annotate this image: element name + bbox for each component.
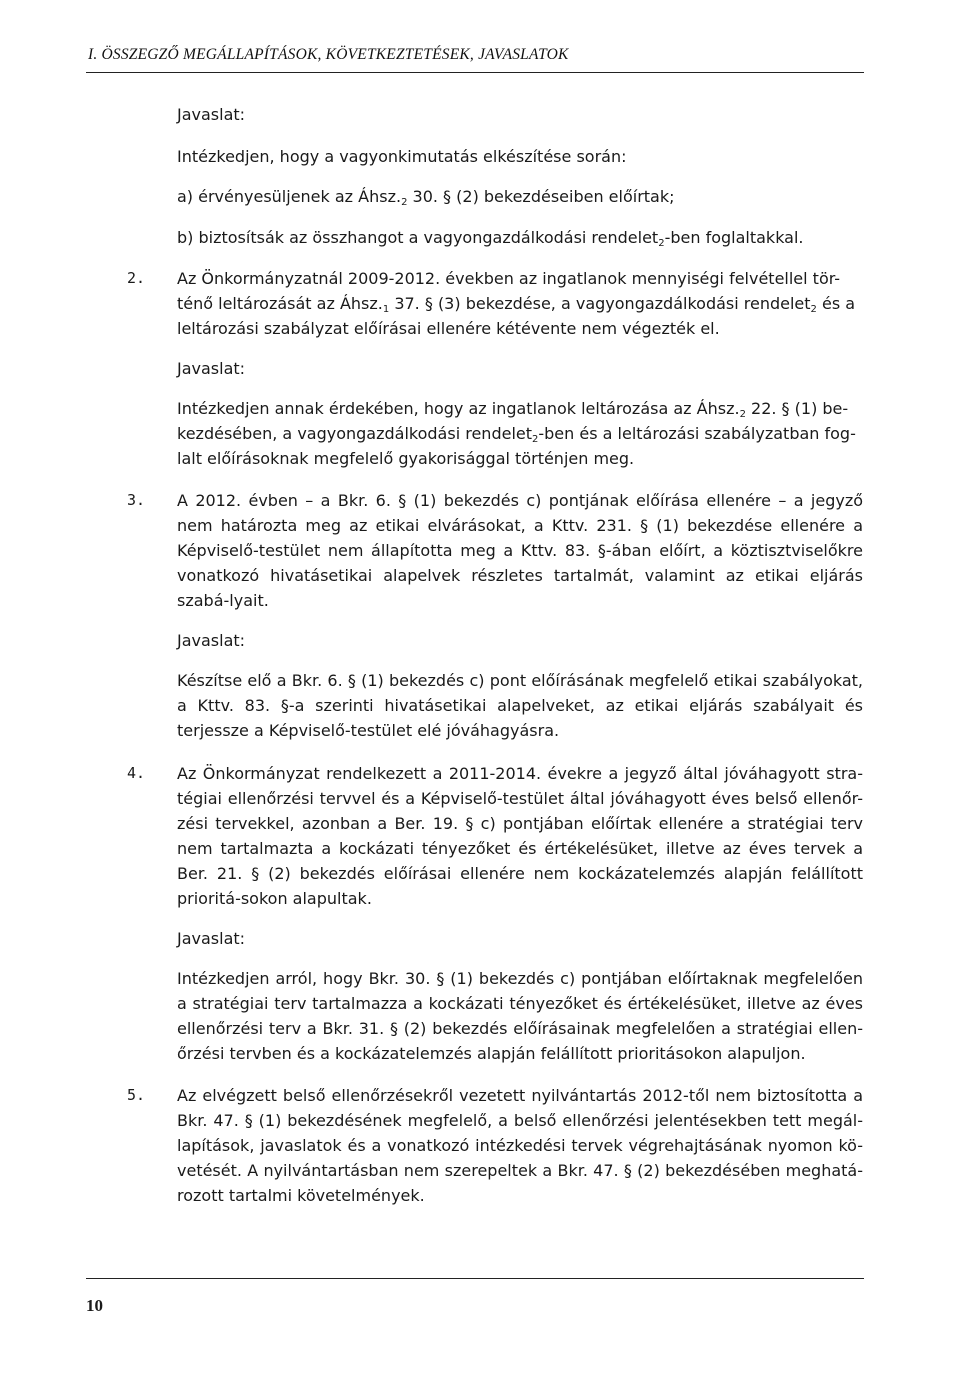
finding-text: Az elvégzett belső ellenőrzésekről vezetett nyilvántartás 2012-től nem biztosította a Bkr. 47. § (1) bekezdésének megfelelő, a belső ellenőrzési jelentésekben tett megál-lapítások, javaslatok és a vonatkozó intézkedési tervek végrehajtásának nyomon kö-vetését. A nyilvántartásban nem szerepeltek a Bkr. 47. § (2) bekezdésében meghatá-rozott tartalmi követelmények. (177, 1086, 863, 1205)
document-body (127, 102, 863, 1208)
proposal-text-line: lalt előírásoknak megfelelő gyakorisággal történjen meg. (177, 449, 635, 468)
proposal-text: Intézkedjen arról, hogy Bkr. 30. § (1) bekezdés c) pontjában előírtaknak megfelelően a stratégiai terv tartalmazza a kockázati tényezőket és értékelésüket, illetve az éves ellenőrzési terv a Bkr. 31. § (2) bekezdés előírásainak megfelelően a stratégiai ellen-őrzési tervben és a kockázatelemzés alapján felállított prioritásokon alapuljon. (177, 969, 863, 1063)
proposal-label: Javaslat: (177, 631, 246, 650)
proposal-intro: Intézkedjen, hogy a vagyonkimutatás elkészítése során: (177, 147, 627, 166)
finding-text: A 2012. évben – a Bkr. 6. § (1) bekezdés c) pontjának előírása ellenére – a jegyző nem határozta meg az etikai elvárásokat, a Kttv. 231. § (1) bekezdése ellenére a Képviselő-testület nem állapította meg a Kttv. 83. §-ában előírt, a köztisztviselőkre vonatkozó hivatásetikai alapelvek részletes tartalmát, valamint az etikai eljárás szabá-lyait. (177, 491, 863, 610)
finding-number: 4. (127, 764, 146, 782)
proposal-text: Készítse elő a Bkr. 6. § (1) bekezdés c) pont előírásának megfelelő etikai szabályokat, a Kttv. 83. §-a szerinti hivatásetikai alapelveket, az etikai eljárás szabályait és terjessze a Képviselő-testület elé jóváhagyásra. (177, 671, 863, 740)
proposal-label: Javaslat: (177, 929, 246, 948)
finding-text-line: leltározási szabályzat előírásai ellenére kétévente nem végezték el. (177, 319, 720, 338)
finding-text-line: Az Önkormányzatnál 2009-2012. években az ingatlanok mennyiségi felvétellel tör- (177, 269, 841, 288)
finding-2 (127, 266, 863, 471)
proposal-text-line: kezdésében, a vagyongazdálkodási rendelet$_2$-ben és a leltározási szabályzatban fog- (177, 424, 856, 445)
proposal-item-b: b) biztosítsák az összhangot a vagyongazdálkodási rendelet$_2$-ben foglaltakkal. (177, 228, 804, 249)
finding-text-line: ténő leltározását az $Áhsz._1$ 37. § (3) bekezdése, a vagyongazdálkodási rendelet$_2$ és a (177, 294, 856, 315)
proposal-item-a: a) érvényesüljenek az $Áhsz._2$ 30. § (2) bekezdéseiben előírtak; (177, 187, 675, 208)
header-rule (86, 72, 864, 73)
proposal-label: Javaslat: (177, 359, 246, 378)
running-header: I. ÖSSZEGZŐ MEGÁLLAPÍTÁSOK, KÖVETKEZTETÉSEK, JAVASLATOK (88, 46, 569, 63)
footer-rule (86, 1278, 864, 1279)
finding-4 (127, 761, 863, 1066)
finding-text: Az Önkormányzat rendelkezett a 2011-2014. évekre a jegyző által jóváhagyott stra-tégiai ellenőrzési tervvel és a Képviselő-testület által jóváhagyott éves belső ellenőr-zési tervekkel, azonban a Ber. 19. § c) pontjában előírtak ellenére a stratégiai terv nem tartalmazta a kockázati tényezőket és értékelésüket, illetve az éves tervek a Ber. 21. § (2) bekezdés előírásai ellenére nem kockázatelemzés alapján felállított prioritá-sokon alapultak. (177, 764, 863, 908)
page-number: 10 (86, 1296, 103, 1315)
finding-5 (127, 1083, 863, 1208)
finding-number: 2. (127, 269, 146, 287)
proposal-label: Javaslat: (177, 105, 246, 124)
finding-3 (127, 488, 863, 743)
finding-number: 5. (127, 1086, 146, 1104)
proposal-text-line: Intézkedjen annak érdekében, hogy az ingatlanok leltározása az $Áhsz._2$ 22. § (1) be- (177, 399, 849, 420)
finding-number: 3. (127, 491, 146, 509)
